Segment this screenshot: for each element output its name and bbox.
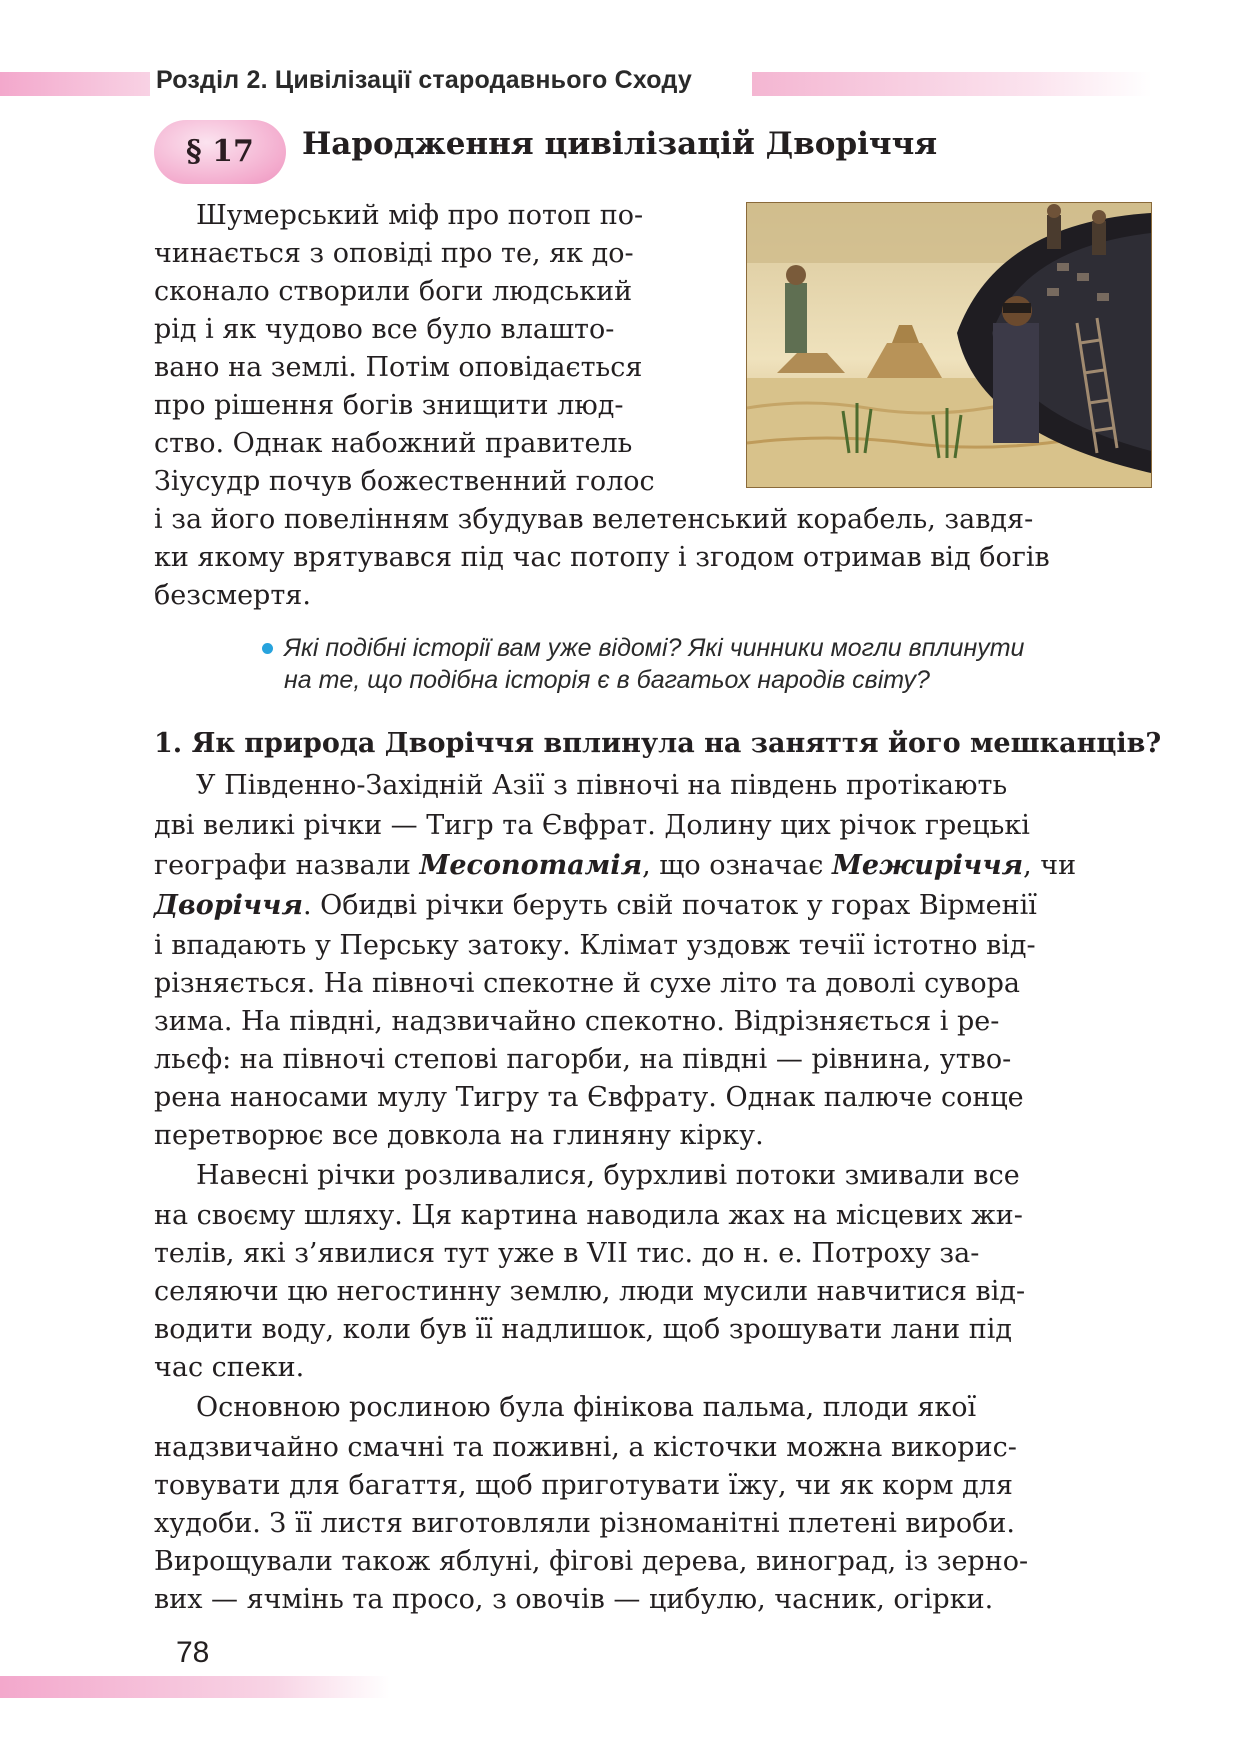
paragraph-number: § 17 — [186, 134, 254, 169]
question-bullet-icon — [262, 643, 273, 654]
intro-line: сконало створили боги людський — [154, 276, 633, 307]
body-line: вих — ячмінь та просо, з овочів — цибулю, часник, огірки. — [154, 1584, 994, 1615]
body-line: рена наносами мулу Тигру та Євфрату. Однак палюче сонце — [154, 1082, 1024, 1113]
intro-line: Зіусудр почув божественний голос — [154, 466, 655, 497]
section-label: Розділ 2. Цивілізації стародавнього Сходу — [156, 66, 692, 94]
body-line: на своєму шляху. Ця картина наводила жах на місцевих жи- — [154, 1200, 1023, 1231]
intro-line: вано на землі. Потім оповідається — [154, 352, 643, 383]
body-line: телів, які з’явилися тут уже в VII тис. до н. е. Потроху за- — [154, 1238, 980, 1269]
body-line: У Південно-Західній Азії з півночі на південь протікають — [196, 770, 1008, 801]
body-text: , що означає — [642, 850, 832, 881]
body-line — [154, 886, 1037, 926]
body-line: льєф: на півночі степові пагорби, на півдні — рівнина, утво- — [154, 1044, 1012, 1075]
intro-line: про рішення богів знищити люд- — [154, 390, 624, 421]
body-line: водити воду, коли був її надлишок, щоб зрошувати лани під — [154, 1314, 1012, 1345]
body-line: надзвичайно смачні та поживні, а кісточки можна викорис- — [154, 1432, 1017, 1463]
intro-line: рід і як чудово все було влашто- — [154, 314, 615, 345]
header-band-left — [0, 72, 150, 96]
intro-line: і за його повелінням збудував велетенський корабель, завдя- — [154, 504, 1034, 535]
intro-line: чинається з оповіді про те, як до- — [154, 238, 634, 269]
body-line: перетворює все довкола на глиняну кірку. — [154, 1120, 764, 1151]
question-line: Які подібні історії вам уже відомі? Які чинники могли вплинути — [284, 634, 1025, 662]
body-line: зима. На півдні, надзвичайно спекотно. Відрізняється і ре- — [154, 1006, 1000, 1037]
term-mesopotamia: Месопотамія — [419, 850, 643, 881]
intro-line: Шумерський міф про потоп по- — [196, 200, 644, 231]
body-line: селяючи цю негостинну землю, люди мусили навчитися від- — [154, 1276, 1026, 1307]
term-dvorichchia: Дворіччя — [154, 890, 303, 921]
body-line: худоби. З її листя виготовляли різноманітні плетені вироби. — [154, 1508, 1015, 1539]
illustration-drawing — [747, 203, 1151, 487]
header-band-right — [752, 72, 1152, 96]
body-line: час спеки. — [154, 1352, 305, 1383]
body-line: Вирощували також яблуні, фігові дерева, виноград, із зерно- — [154, 1546, 1029, 1577]
question-line: на те, що подібна історія є в багатьох народів світу? — [284, 666, 930, 694]
body-line — [154, 846, 1076, 886]
body-line: Основною рослиною була фінікова пальма, плоди якої — [196, 1392, 977, 1423]
term-mezhyrichchia: Межиріччя — [831, 850, 1024, 881]
body-text: . Обидві річки беруть свій початок у горах Вірменії — [302, 890, 1037, 921]
body-line: Навесні річки розливалися, бурхливі потоки змивали все — [196, 1160, 1020, 1191]
body-line: різняється. На півночі спекотне й сухе літо та доволі сувора — [154, 968, 1020, 999]
intro-line: безсмертя. — [154, 580, 311, 611]
body-line: дві великі річки — Тигр та Євфрат. Долину цих річок грецькі — [154, 810, 1030, 841]
subsection-heading: 1. Як природа Дворіччя вплинула на заняття його мешканців? — [154, 728, 1162, 759]
body-line: товувати для багаття, щоб приготувати їжу, чи як корм для — [154, 1470, 1013, 1501]
page-number: 78 — [176, 1636, 210, 1669]
intro-line: ство. Однак набожний правитель — [154, 428, 633, 459]
footer-band — [0, 1676, 390, 1698]
body-line: і впадають у Перську затоку. Клімат уздовж течії істотно від- — [154, 930, 1036, 961]
paragraph-title: Народження цивілізацій Дворіччя — [302, 126, 938, 162]
myth-painting-illustration — [746, 202, 1152, 488]
body-text: географи назвали — [154, 850, 420, 881]
intro-line: ки якому врятувався під час потопу і згодом отримав від богів — [154, 542, 1050, 573]
body-text: , чи — [1023, 850, 1077, 881]
